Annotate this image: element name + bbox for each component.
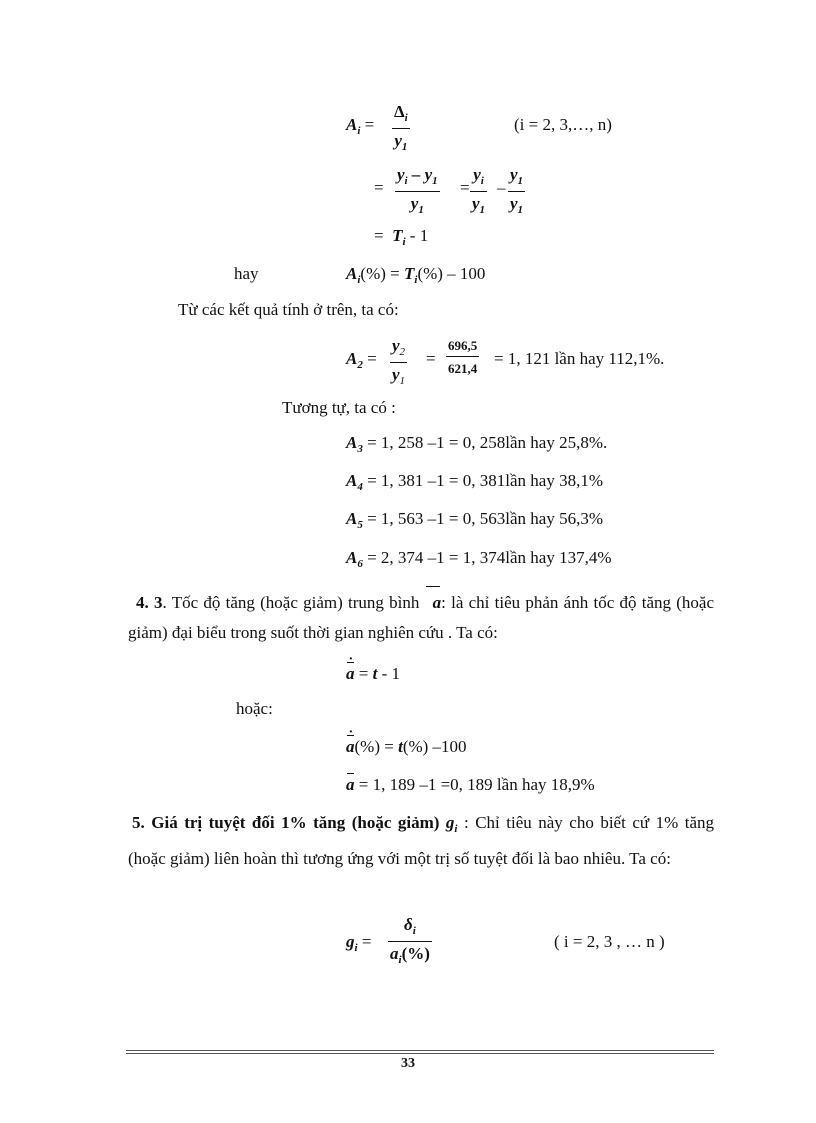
formula-abar: a = · t - 1 [346,664,400,684]
formula-abar-percent: a(%) = · t(%) –100 [346,737,467,757]
section-5-paragraph: 5. Giá trị tuyệt đối 1% tăng (hoặc giảm) $g_i$ : Chỉ tiêu này cho biết cứ 1% tăng (hoặc giảm) liên hoàn thì tương ứng với một trị số tuyệt đối là bao nhiêu. Ta có: [128,813,714,868]
hay-formula: $A_i(\%) = T_i(\%) - 100$ [346,264,486,286]
formula-ai-lhs: $A_i$ = [346,115,375,137]
a2-result: = 1, 121 lần hay 112,1%. [494,349,665,368]
step2-eq: = [374,178,384,197]
intro-text: Từ các kết quả tính ở trên, ta có: [178,300,399,319]
a2-fraction-2: $\frac{696,5}{621,4}$ [448,338,478,376]
footer-rule-bottom [126,1053,714,1054]
step2-minus: – [497,178,506,197]
hay-word: hay [234,264,259,283]
formula-gi-lhs: $g_i$ = [346,932,372,954]
result-a3: $A_3 = 1$, 258 –1 = 0, 258lần hay 25,8%. [346,433,608,455]
page-number: 33 [401,1056,415,1071]
a2-eq2: = [426,349,436,368]
step2-fraction-3: $\frac{y_1}{y_1}$ [510,165,524,216]
step2-eq2: = [460,178,470,197]
result-a6: $A_6 = 2$, 374 –1 = 1, 374lần hay 137,4% [346,548,612,570]
formula-ai-range: (i = 2, 3,…, n) [514,115,612,134]
step3: = $T_i - 1$ [374,226,429,248]
formula-gi-range: ( i = 2, 3 , … n ) [554,932,665,951]
step2-fraction-2: $\frac{y_i}{y_1}$ [472,165,486,216]
formula-ai-fraction: $\frac{\Delta_i}{y_1}$ [394,102,408,153]
a2-fraction-1: $\frac{y_2}{y_1}$ [392,336,406,387]
section-4-3-paragraph: 4. 3. Tốc độ tăng (hoặc giảm) trung bình a: là chỉ tiêu phản ánh tốc độ tăng (hoặc giảm) đại biểu trong suốt thời gian nghiên cứu . Ta có: [128,588,714,648]
a2-lhs: $A_2$ = [346,349,377,371]
formula-abar-value: a = 1, 189 –1 =0, 189 lần hay 18,9% [346,775,595,794]
similar-text: Tương tự, ta có : [282,398,396,417]
result-a5: $A_5 = 1$, 563 –1 = 0, 563lần hay 56,3% [346,509,603,531]
result-a4: $A_4 = 1$, 381 –1 = 0, 381lần hay 38,1% [346,471,603,493]
formula-gi-fraction: $\frac{\delta_i}{a_i(\%)}$ [390,915,430,966]
footer-rule-top [126,1050,714,1051]
hoac-text: hoặc: [236,699,273,718]
step2-fraction-1: $\frac{y_i - y_1}{y_1}$ [397,165,438,216]
